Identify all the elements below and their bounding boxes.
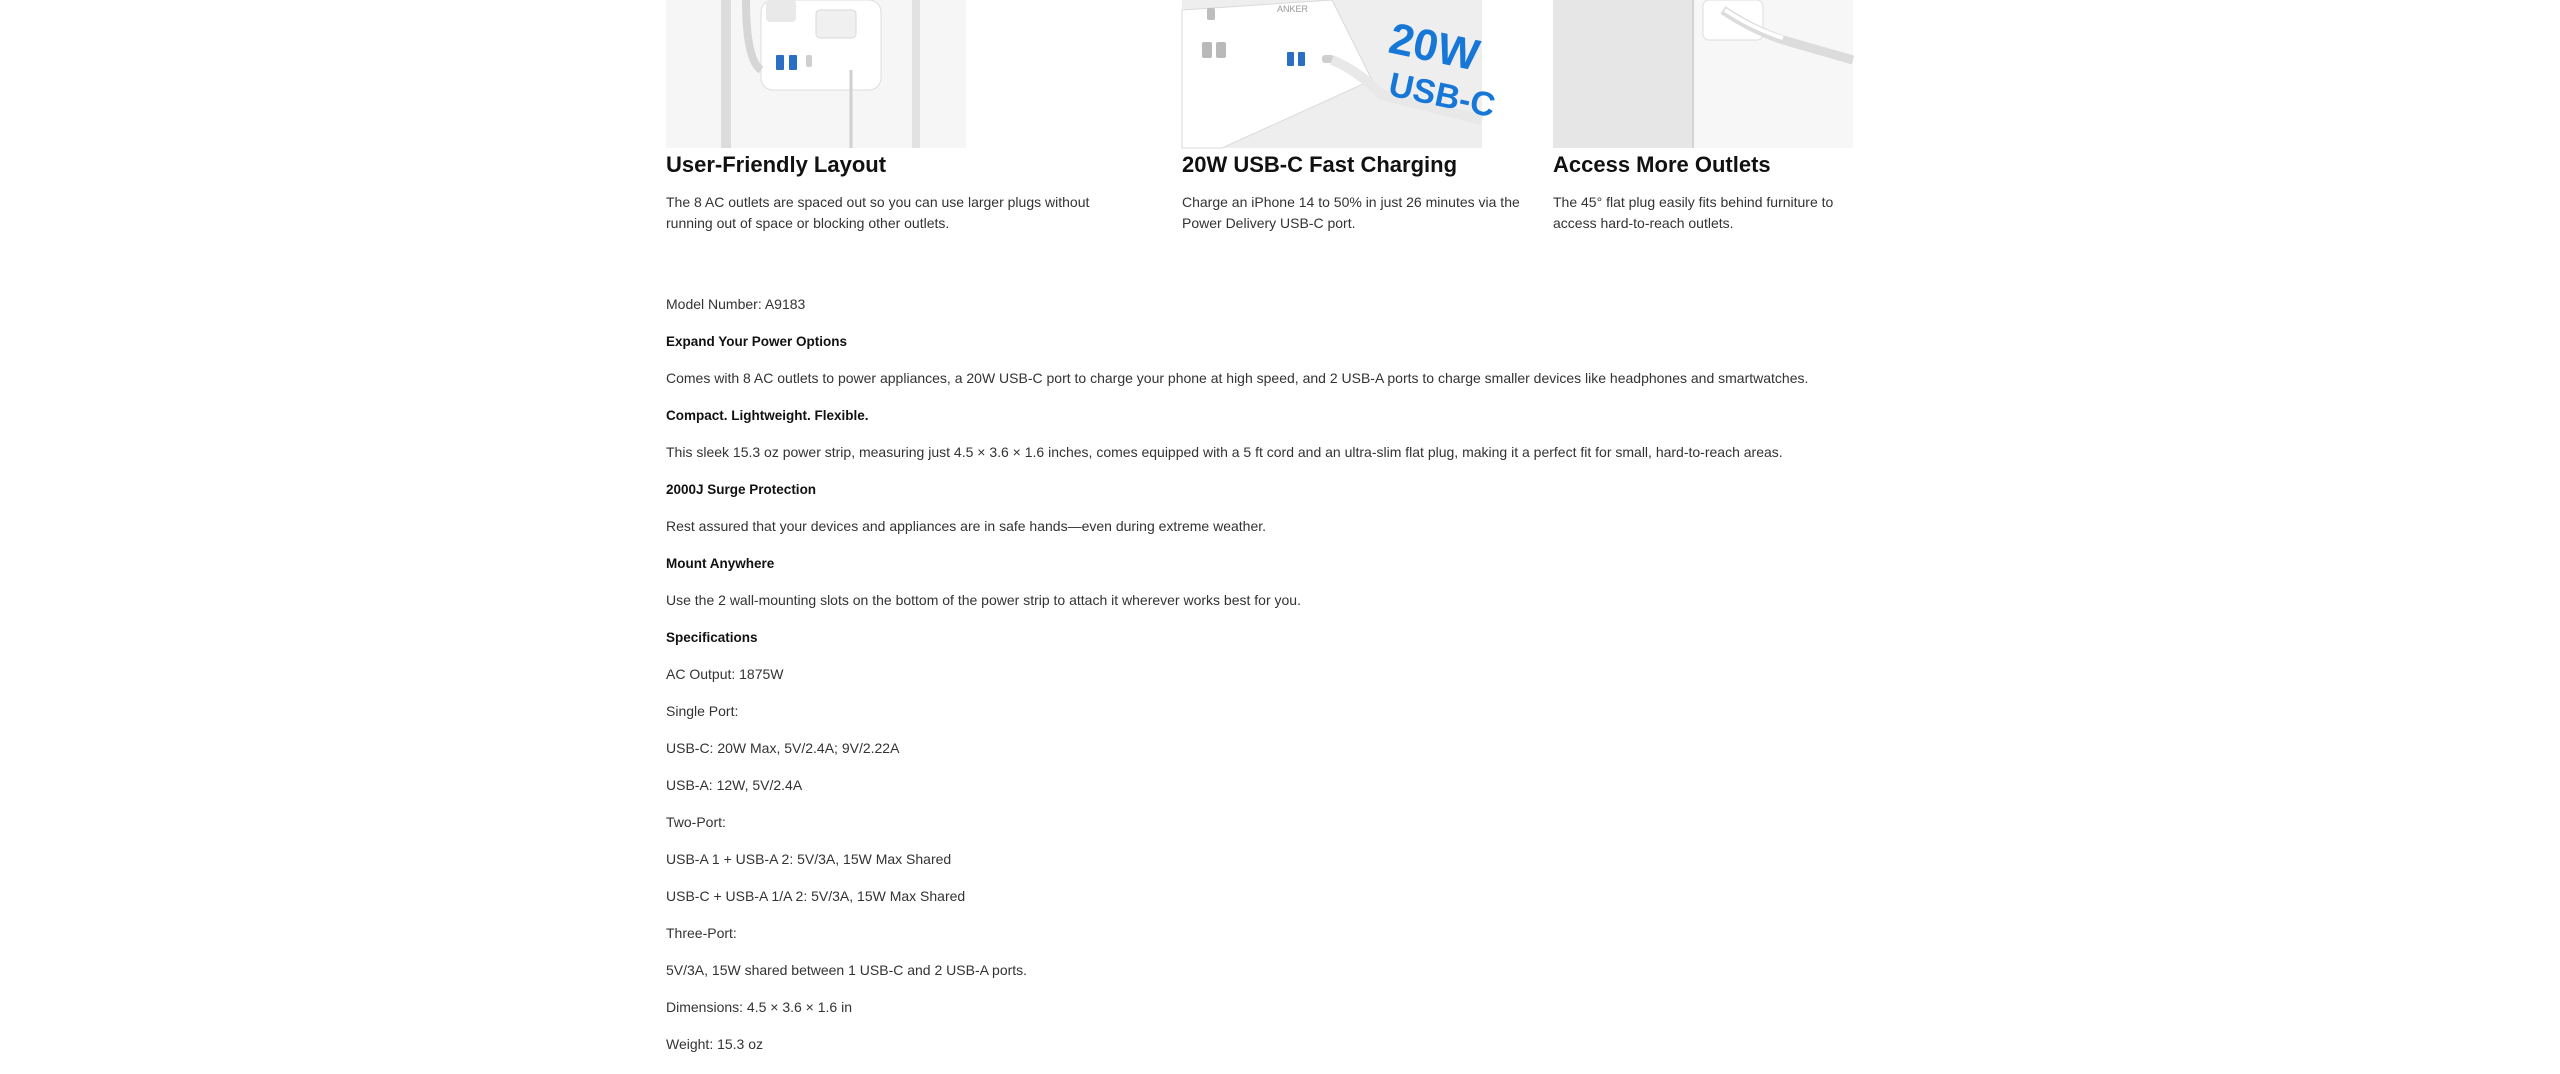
section-text: Comes with 8 AC outlets to power appliances, a 20W USB-C port to charge your phone at high speed, and 2 USB-A ports to charge smaller devices like headphones and smartwatches.	[666, 370, 1809, 386]
spec-line: USB-A: 12W, 5V/2.4A	[666, 777, 803, 793]
usb-c-badge-label: USB-C	[1385, 65, 1499, 126]
section-text: Use the 2 wall-mounting slots on the bottom of the power strip to attach it wherever works best for you.	[666, 592, 1301, 608]
feature-title: User-Friendly Layout	[666, 152, 887, 177]
feature-card-usb-c	[1182, 0, 1542, 231]
power-strip-with-plugs-image	[666, 0, 966, 148]
spec-line: Single Port:	[666, 703, 739, 719]
spec-line: AC Output: 1875W	[666, 666, 784, 682]
spec-line: Two-Port:	[666, 814, 726, 830]
section-text: Rest assured that your devices and appliances are in safe hands—even during extreme weather.	[666, 518, 1267, 534]
spec-line: 5V/3A, 15W shared between 1 USB-C and 2 USB-A ports.	[666, 962, 1028, 978]
brand-text: ANKER	[1277, 4, 1309, 14]
feature-card-layout	[666, 0, 1136, 231]
spec-line: USB-C + USB-A 1/A 2: 5V/3A, 15W Max Shared	[666, 888, 966, 904]
feature-description: Charge an iPhone 14 to 50% in just 26 minutes via the Power Delivery USB-C port.	[1182, 194, 1520, 231]
spec-line: USB-C: 20W Max, 5V/2.4A; 9V/2.22A	[666, 740, 900, 756]
specifications-heading: Specifications	[666, 630, 758, 645]
section-heading: 2000J Surge Protection	[666, 482, 817, 497]
feature-title: Access More Outlets	[1553, 152, 1771, 177]
section-heading: Mount Anywhere	[666, 556, 775, 571]
flat-plug-in-wall-image	[1553, 0, 1853, 148]
model-number: Model Number: A9183	[666, 296, 806, 312]
spec-line: Three-Port:	[666, 925, 737, 941]
spec-line: USB-A 1 + USB-A 2: 5V/3A, 15W Max Shared	[666, 851, 952, 867]
power-strip-usb-c-image	[1182, 0, 1499, 148]
feature-description: The 8 AC outlets are spaced out so you can use larger plugs without running out of space or blocking other outlets.	[666, 194, 1090, 231]
feature-description: The 45° flat plug easily fits behind furniture to access hard-to-reach outlets.	[1553, 194, 1834, 231]
spec-line: Dimensions: 4.5 × 3.6 × 1.6 in	[666, 999, 852, 1015]
section-heading: Expand Your Power Options	[666, 334, 848, 349]
section-text: This sleek 15.3 oz power strip, measuring just 4.5 × 3.6 × 1.6 inches, comes equipped with a 5 ft cord and an ultra-slim flat plug, making it a perfect fit for small, hard-to-reach areas.	[666, 444, 1783, 460]
product-details	[666, 294, 1906, 1071]
spec-line: Weight: 15.3 oz	[666, 1036, 764, 1052]
feature-card-outlets	[1553, 0, 1878, 231]
usb-c-badge-20w: 20W	[1384, 13, 1484, 81]
section-heading: Compact. Lightweight. Flexible.	[666, 408, 869, 423]
feature-title: 20W USB-C Fast Charging	[1182, 152, 1458, 177]
